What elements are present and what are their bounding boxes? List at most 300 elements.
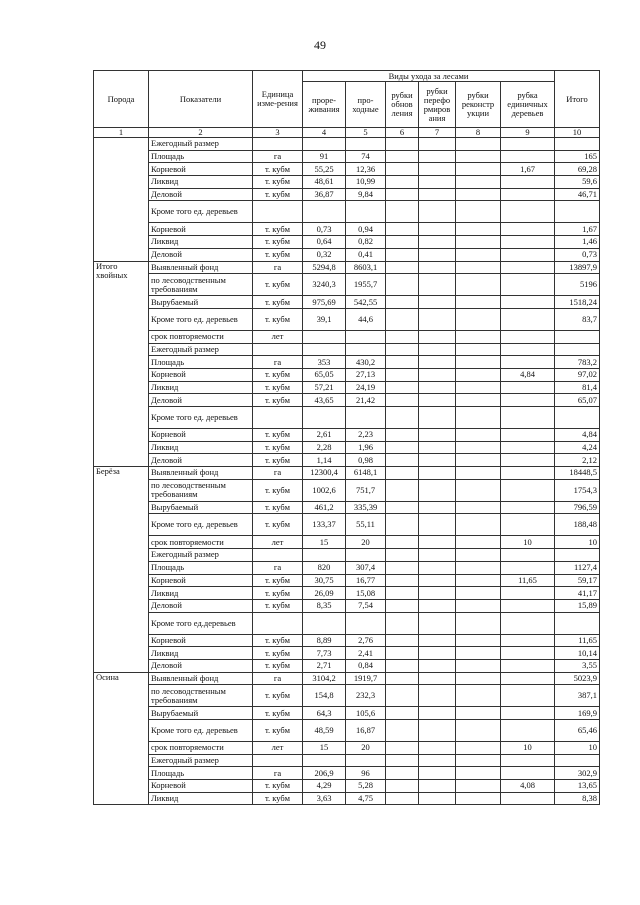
value-cell [386,343,419,356]
table-row [94,780,600,793]
value-cell [501,381,555,394]
value-cell [501,514,555,536]
value-cell [501,561,555,574]
value-cell: 55,25 [303,163,346,176]
value-cell: 7,73 [303,647,346,660]
value-cell [456,792,501,805]
value-cell [386,454,419,467]
indicator-cell: Выявленный фонд [149,467,253,480]
value-cell: 15 [303,536,346,549]
indicator-cell: Кроме того ед. деревьев [149,201,253,223]
total-cell: 5023,9 [555,672,600,685]
table-row [94,407,600,429]
unit-cell [253,407,303,429]
value-cell: 461,2 [303,501,346,514]
value-cell [456,672,501,685]
table-row [94,574,600,587]
value-cell: 751,7 [346,479,386,501]
unit-cell: т. кубм [253,176,303,189]
table-row [94,163,600,176]
value-cell [386,754,419,767]
value-cell: 154,8 [303,685,346,707]
value-cell: 2,71 [303,659,346,672]
value-cell [456,381,501,394]
value-cell [456,188,501,201]
unit-cell: т. кубм [253,479,303,501]
value-cell [501,223,555,236]
unit-cell: т. кубм [253,296,303,309]
value-cell [456,176,501,189]
value-cell: 0,32 [303,248,346,261]
value-cell [386,261,419,274]
value-cell [386,201,419,223]
col-num: 10 [555,128,600,138]
value-cell [419,308,456,330]
value-cell [456,720,501,742]
value-cell [501,236,555,249]
value-cell: 2,23 [346,429,386,442]
indicator-cell: Площадь [149,767,253,780]
indicator-cell: Кроме того ед.деревьев [149,612,253,634]
indicator-cell: Выявленный фонд [149,261,253,274]
table-row [94,742,600,755]
value-cell [501,599,555,612]
value-cell [456,407,501,429]
value-cell [419,587,456,600]
table-row [94,659,600,672]
value-cell [501,274,555,296]
unit-cell: га [253,561,303,574]
indicator-cell: Выявленный фонд [149,672,253,685]
value-cell: 353 [303,356,346,369]
value-cell [501,176,555,189]
indicator-cell: Деловой [149,454,253,467]
total-cell: 46,71 [555,188,600,201]
value-cell [419,248,456,261]
value-cell [419,163,456,176]
value-cell [501,587,555,600]
unit-cell: т. кубм [253,454,303,467]
value-cell [501,479,555,501]
indicator-cell: Деловой [149,659,253,672]
value-cell [419,201,456,223]
indicator-cell: Кроме того ед. деревьев [149,407,253,429]
unit-cell: га [253,767,303,780]
unit-cell [253,138,303,151]
value-cell [419,767,456,780]
table-row [94,356,600,369]
table-row [94,467,600,480]
value-cell [501,612,555,634]
col-num: 4 [303,128,346,138]
unit-cell [253,343,303,356]
value-cell [456,754,501,767]
indicator-cell: Деловой [149,248,253,261]
value-cell: 5294,8 [303,261,346,274]
total-cell: 1754,3 [555,479,600,501]
value-cell: 15 [303,742,346,755]
table-row [94,720,600,742]
page-number: 49 [314,38,326,52]
value-cell: 16,77 [346,574,386,587]
value-cell: 36,87 [303,188,346,201]
table-row [94,248,600,261]
unit-cell: т. кубм [253,514,303,536]
value-cell [501,767,555,780]
total-cell: 796,59 [555,501,600,514]
table-row [94,612,600,634]
indicator-cell: Площадь [149,561,253,574]
value-cell [386,381,419,394]
table-row [94,368,600,381]
total-cell [555,343,600,356]
total-cell: 1,46 [555,236,600,249]
header-reconstruction: рубки реконстр укции [456,82,501,128]
indicator-cell: Ликвид [149,792,253,805]
unit-cell: лет [253,742,303,755]
value-cell: 12,36 [346,163,386,176]
unit-cell: т. кубм [253,441,303,454]
indicator-cell: Корневой [149,780,253,793]
value-cell [386,308,419,330]
value-cell: 48,61 [303,176,346,189]
value-cell [419,685,456,707]
table-row [94,274,600,296]
indicator-cell: Деловой [149,394,253,407]
value-cell [456,561,501,574]
value-cell [386,707,419,720]
indicator-cell: Ликвид [149,381,253,394]
unit-cell: т. кубм [253,574,303,587]
value-cell [501,685,555,707]
table-row [94,754,600,767]
value-cell: 307,4 [346,561,386,574]
value-cell [303,612,346,634]
value-cell [386,296,419,309]
value-cell: 3104,2 [303,672,346,685]
table-row [94,308,600,330]
unit-cell: га [253,261,303,274]
value-cell: 48,59 [303,720,346,742]
value-cell [386,792,419,805]
value-cell: 12300,4 [303,467,346,480]
total-cell [555,201,600,223]
value-cell [419,647,456,660]
indicator-cell: по лесоводственным требованиям [149,274,253,296]
indicator-cell: по лесоводственным требованиям [149,685,253,707]
unit-cell: т. кубм [253,429,303,442]
value-cell: 96 [346,767,386,780]
table-row [94,330,600,343]
table-row [94,599,600,612]
value-cell [501,454,555,467]
breed-cell [94,138,149,262]
breed-cell: Осина [94,672,149,805]
value-cell [386,274,419,296]
value-cell: 20 [346,742,386,755]
value-cell [346,343,386,356]
total-cell: 4,84 [555,429,600,442]
indicator-cell: срок повторяемости [149,330,253,343]
total-cell: 1518,24 [555,296,600,309]
value-cell [456,767,501,780]
indicator-cell: Вырубаемый [149,501,253,514]
value-cell [419,138,456,151]
value-cell [346,612,386,634]
total-cell [555,549,600,562]
value-cell [419,394,456,407]
value-cell [346,201,386,223]
value-cell [386,612,419,634]
unit-cell: т. кубм [253,685,303,707]
value-cell [419,343,456,356]
value-cell [386,561,419,574]
value-cell [419,479,456,501]
value-cell [456,150,501,163]
indicator-cell: Корневой [149,368,253,381]
unit-cell: т. кубм [253,163,303,176]
value-cell: 9,84 [346,188,386,201]
value-cell [386,330,419,343]
value-cell [501,138,555,151]
unit-cell: га [253,356,303,369]
value-cell [419,441,456,454]
value-cell: 6148,1 [346,467,386,480]
value-cell [456,454,501,467]
value-cell [501,754,555,767]
value-cell: 27,13 [346,368,386,381]
value-cell [419,188,456,201]
value-cell [501,720,555,742]
total-cell: 65,07 [555,394,600,407]
value-cell [346,754,386,767]
value-cell [456,330,501,343]
value-cell [346,138,386,151]
total-cell: 69,28 [555,163,600,176]
value-cell [419,501,456,514]
value-cell [386,767,419,780]
unit-cell: т. кубм [253,308,303,330]
value-cell: 1919,7 [346,672,386,685]
value-cell [501,441,555,454]
unit-cell: т. кубм [253,501,303,514]
value-cell [419,536,456,549]
value-cell: 26,09 [303,587,346,600]
table-row [94,261,600,274]
total-cell: 169,9 [555,707,600,720]
value-cell [456,647,501,660]
unit-cell: га [253,150,303,163]
table-row [94,454,600,467]
value-cell [386,441,419,454]
value-cell [419,236,456,249]
value-cell: 10 [501,536,555,549]
total-cell: 65,46 [555,720,600,742]
value-cell [303,754,346,767]
indicator-cell: Ежегодный размер [149,754,253,767]
indicator-cell: Ликвид [149,176,253,189]
value-cell [456,501,501,514]
col-num: 1 [94,128,149,138]
unit-cell: т. кубм [253,188,303,201]
total-cell: 0,73 [555,248,600,261]
indicator-cell: Ликвид [149,647,253,660]
value-cell [386,394,419,407]
unit-cell: т. кубм [253,720,303,742]
value-cell [419,467,456,480]
value-cell [456,467,501,480]
value-cell [456,574,501,587]
total-cell: 41,17 [555,587,600,600]
value-cell [456,274,501,296]
value-cell [501,792,555,805]
total-cell: 165 [555,150,600,163]
value-cell [456,634,501,647]
table-row [94,236,600,249]
table-row [94,514,600,536]
header-reformation: рубки перефо рмиров ания [419,82,456,128]
value-cell: 10 [501,742,555,755]
table-row [94,792,600,805]
col-num: 2 [149,128,253,138]
value-cell [456,479,501,501]
value-cell [303,549,346,562]
value-cell [419,368,456,381]
value-cell: 0,94 [346,223,386,236]
value-cell: 16,87 [346,720,386,742]
value-cell: 43,65 [303,394,346,407]
total-cell: 59,6 [555,176,600,189]
value-cell [386,720,419,742]
unit-cell: га [253,467,303,480]
unit-cell: т. кубм [253,792,303,805]
indicator-cell: Деловой [149,599,253,612]
indicator-cell: Ликвид [149,441,253,454]
value-cell [303,138,346,151]
value-cell: 4,29 [303,780,346,793]
value-cell: 3,63 [303,792,346,805]
value-cell [346,330,386,343]
value-cell [419,176,456,189]
value-cell [501,150,555,163]
value-cell [456,296,501,309]
unit-cell: лет [253,536,303,549]
unit-cell: т. кубм [253,647,303,660]
value-cell [386,479,419,501]
value-cell: 57,21 [303,381,346,394]
value-cell: 91 [303,150,346,163]
value-cell [501,501,555,514]
table-row [94,479,600,501]
value-cell: 0,64 [303,236,346,249]
breed-cell: Берёза [94,467,149,673]
value-cell [419,561,456,574]
value-cell [501,549,555,562]
total-cell: 302,9 [555,767,600,780]
value-cell [386,685,419,707]
value-cell [419,454,456,467]
total-cell: 81,4 [555,381,600,394]
value-cell: 430,2 [346,356,386,369]
value-cell: 820 [303,561,346,574]
value-cell [456,261,501,274]
indicator-cell: Площадь [149,150,253,163]
value-cell [419,356,456,369]
value-cell [456,236,501,249]
value-cell: 0,73 [303,223,346,236]
value-cell [303,407,346,429]
indicator-cell: Кроме того ед. деревьев [149,308,253,330]
header-numbers-row [94,128,600,138]
table-row [94,296,600,309]
header-breed: Порода [94,71,149,128]
value-cell: 2,41 [346,647,386,660]
value-cell [386,248,419,261]
unit-cell: т. кубм [253,381,303,394]
value-cell [501,261,555,274]
value-cell [456,248,501,261]
forest-care-table [93,70,600,805]
total-cell: 3,55 [555,659,600,672]
value-cell: 2,61 [303,429,346,442]
table-row [94,587,600,600]
value-cell [419,429,456,442]
table-row [94,138,600,151]
value-cell [419,754,456,767]
value-cell: 0,82 [346,236,386,249]
total-cell: 1,67 [555,223,600,236]
table-row [94,536,600,549]
col-num: 3 [253,128,303,138]
col-num: 9 [501,128,555,138]
total-cell: 97,02 [555,368,600,381]
value-cell: 39,1 [303,308,346,330]
value-cell: 30,75 [303,574,346,587]
table-row [94,150,600,163]
value-cell [419,514,456,536]
value-cell: 542,55 [346,296,386,309]
table-row [94,176,600,189]
value-cell [456,549,501,562]
value-cell: 74 [346,150,386,163]
unit-cell: т. кубм [253,707,303,720]
value-cell [501,394,555,407]
unit-cell: т. кубм [253,368,303,381]
value-cell [501,308,555,330]
table-row [94,188,600,201]
value-cell [501,659,555,672]
table-row [94,394,600,407]
total-cell: 10 [555,742,600,755]
value-cell [456,394,501,407]
value-cell [419,720,456,742]
value-cell: 2,76 [346,634,386,647]
value-cell: 1,67 [501,163,555,176]
col-num: 5 [346,128,386,138]
table-body [94,138,600,805]
value-cell [456,441,501,454]
value-cell [501,296,555,309]
value-cell [386,150,419,163]
value-cell [501,356,555,369]
total-cell: 1127,4 [555,561,600,574]
header-renewal: рубки обнов ления [386,82,419,128]
value-cell [456,223,501,236]
value-cell [456,163,501,176]
value-cell: 4,08 [501,780,555,793]
value-cell: 8,35 [303,599,346,612]
col-num: 6 [386,128,419,138]
